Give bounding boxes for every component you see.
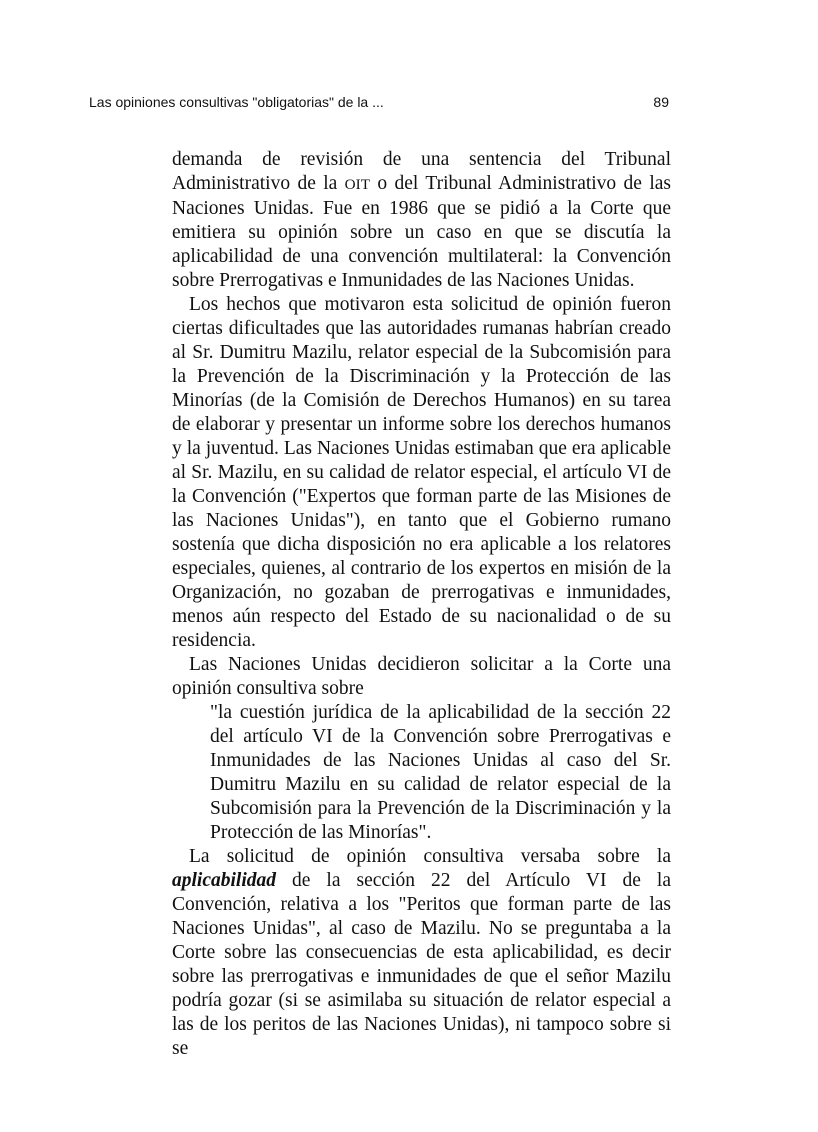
paragraph-1-text-b: o del Tribunal Administrativo de las Naciones Unidas. Fue en 1986 que se pidió a la Corte que emitiera su opinión sobre un caso en que se discutía la aplicabilidad de una convención multilateral: la Convención sobre Prerrogativas e Inmunidades de las Naciones Unidas. (172, 173, 671, 291)
paragraph-2: Los hechos que motivaron esta solicitud de opinión fueron ciertas dificultades que las autoridades rumanas habrían creado al Sr. Dumitru Mazilu, relator especial de la Subcomisión para la Prevención de la Discriminación y la Protección de las Minorías (de la Comisión de Derechos Humanos) en su tarea de elaborar y presentar un informe sobre los derechos humanos y la juventud. Las Naciones Unidas estimaban que era aplicable al Sr. Mazilu, en su calidad de relator especial, el artículo VI de la Convención ("Expertos que forman parte de las Misiones de las Naciones Unidas"), en tanto que el Gobierno rumano sostenía que dicha disposición no era aplicable a los relatores especiales, quienes, al contrario de los expertos en misión de la Organización, no gozaban de prerrogativas e inmunidades, menos aún respecto del Estado de su nacionalidad o de su residencia. (172, 294, 671, 651)
paragraph-3: Las Naciones Unidas decidieron solicitar a la Corte una opinión consultiva sobre (172, 654, 671, 699)
paragraph-4 (172, 845, 671, 1061)
paragraph-1-text-a: demanda de revisión de una sentencia del Tribunal Administrativo de la (172, 149, 671, 194)
oit-acronym: OIT (344, 176, 371, 193)
page-body (172, 148, 671, 1061)
emphasis-aplicabilidad: aplicabilidad (172, 870, 276, 891)
paragraph-4-text-a: La solicitud de opinión consultiva versaba sobre la (189, 846, 671, 867)
block-quote: "la cuestión jurídica de la aplicabilidad de la sección 22 del artículo VI de la Convención sobre Prerrogativas e Inmunidades de las Naciones Unidas al caso del Sr. Dumitru Mazilu en su calidad de relator especial de la Subcomisión para la Prevención de la Discriminación y la Protección de las Minorías". (210, 702, 671, 843)
paragraph-4-text-b: de la sección 22 del Artículo VI de la Convención, relativa a los "Peritos que forman parte de las Naciones Unidas", al caso de Mazilu. No se preguntaba a la Corte sobre las consecuencias de esta aplicabilidad, es decir sobre las prerrogativas e inmunidades de que el señor Mazilu podría gozar (si se asimilaba su situación de relator especial a las de los peritos de las Naciones Unidas), ni tampoco sobre si se (172, 870, 671, 1059)
page-number: 89 (653, 94, 669, 110)
running-title: Las opiniones consultivas "obligatorias" de la ... (89, 94, 384, 110)
paragraph-continued (172, 148, 671, 293)
